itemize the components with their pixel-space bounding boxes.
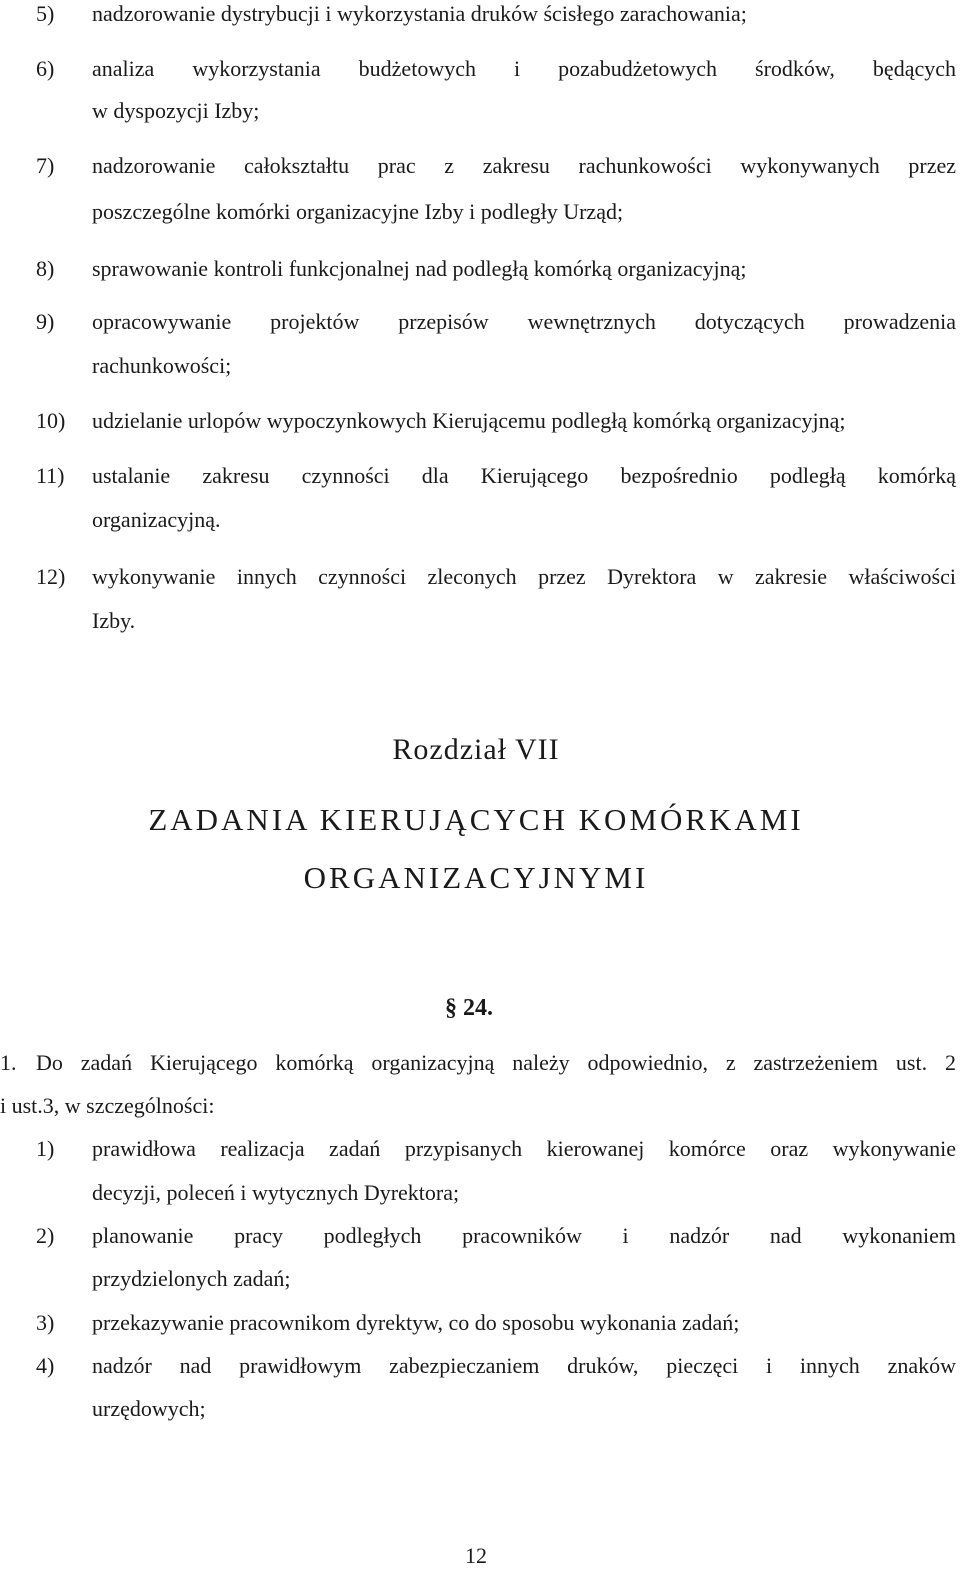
list-item-text: sprawowanie kontroli funkcjonalnej nad podległą komórką organizacyjną; <box>92 256 747 281</box>
chapter-subtitle: ORGANIZACYJNYMI <box>303 860 649 895</box>
list-item-text: nadzorowanie dystrybucji i wykorzystania druków ścisłego zarachowania; <box>92 1 747 26</box>
list-item-number: 5) <box>36 1 55 26</box>
list-item-text: nadzorowanie całokształtu prac z zakresu rachunkowości wykonywanych przez <box>92 153 956 178</box>
list-item-number: 8) <box>36 256 55 281</box>
list-item-text: rachunkowości; <box>92 353 232 378</box>
list-item-number: 3) <box>36 1310 55 1335</box>
list-item-text: ustalanie zakresu czynności dla Kierującego bezpośrednio podległą komórką <box>92 463 956 488</box>
list-item-text: prawidłowa realizacja zadań przypisanych kierowanej komórce oraz wykonywanie <box>92 1136 956 1161</box>
list-item-text: opracowywanie projektów przepisów wewnętrznych dotyczących prowadzenia <box>92 309 956 334</box>
list-item-text: w dyspozycji Izby; <box>92 98 260 123</box>
list-item-text: urzędowych; <box>92 1396 206 1421</box>
section-mark: § 24. <box>445 995 493 1021</box>
list-item-number: 2) <box>36 1223 55 1248</box>
list-item-text: udzielanie urlopów wypoczynkowych Kierującemu podległą komórką organizacyjną; <box>92 408 846 433</box>
list-item-number: 6) <box>36 56 55 81</box>
list-item-number: 12) <box>36 564 66 589</box>
list-item-text: organizacyjną. <box>92 507 221 532</box>
list-item-text: planowanie pracy podległych pracowników i nadzór nad wykonaniem <box>92 1223 956 1248</box>
list-item-number: 7) <box>36 153 55 178</box>
paragraph-text: i ust.3, w szczególności: <box>0 1093 215 1118</box>
paragraph-text: Do zadań Kierującego komórką organizacyjną należy odpowiednio, z zastrzeżeniem ust. 2 <box>36 1050 956 1075</box>
list-item-number: 11) <box>36 463 65 488</box>
list-item-text: Izby. <box>92 608 136 633</box>
list-item-number: 10) <box>36 408 66 433</box>
list-item-number: 1) <box>36 1136 55 1161</box>
list-item-text: poszczególne komórki organizacyjne Izby i podległy Urząd; <box>92 199 624 224</box>
page-number: 12 <box>465 1543 487 1568</box>
chapter-title: Rozdział VII <box>392 733 560 766</box>
list-item-text: analiza wykorzystania budżetowych i pozabudżetowych środków, będących <box>92 56 956 81</box>
paragraph-number: 1. <box>0 1050 17 1075</box>
list-item-text: przekazywanie pracownikom dyrektyw, co do sposobu wykonania zadań; <box>92 1310 740 1335</box>
list-item-number: 4) <box>36 1353 55 1378</box>
list-item-text: wykonywanie innych czynności zleconych przez Dyrektora w zakresie właściwości <box>92 564 956 589</box>
list-item-text: nadzór nad prawidłowym zabezpieczaniem druków, pieczęci i innych znaków <box>92 1353 956 1378</box>
chapter-subtitle: ZADANIA KIERUJĄCYCH KOMÓRKAMI <box>148 802 804 837</box>
list-item-text: decyzji, poleceń i wytycznych Dyrektora; <box>92 1180 460 1205</box>
list-item-number: 9) <box>36 309 55 334</box>
list-item-text: przydzielonych zadań; <box>92 1266 291 1291</box>
